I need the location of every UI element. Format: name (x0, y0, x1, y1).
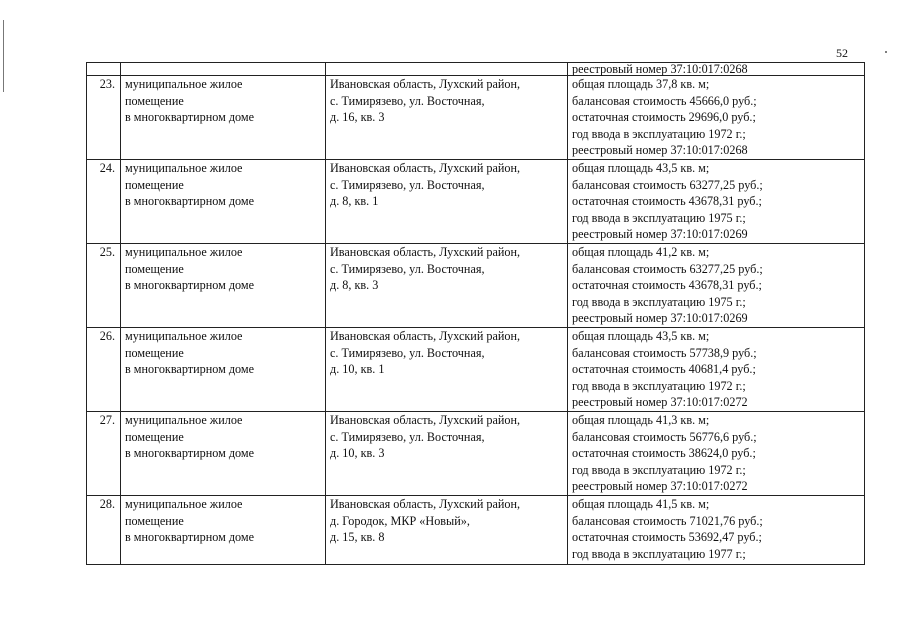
row-number: 28. (87, 496, 121, 565)
cell-address (326, 63, 568, 76)
row-number: 23. (87, 76, 121, 160)
row-number: 24. (87, 160, 121, 244)
row-characteristics: общая площадь 41,2 кв. м; балансовая стоимость 63277,25 руб.; остаточная стоимость 43678,31 руб.; год ввода в эксплуатацию 1975 г.; реестровый номер 37:10:017:0269 (568, 244, 865, 328)
cell-name (121, 63, 326, 76)
scan-speck (885, 51, 887, 53)
table-row (87, 496, 865, 565)
row-characteristics: общая площадь 41,3 кв. м; балансовая стоимость 56776,6 руб.; остаточная стоимость 38624,0 руб.; год ввода в эксплуатацию 1972 г.; реестровый номер 37:10:017:0272 (568, 412, 865, 496)
row-name: муниципальное жилое помещение в многоквартирном доме (121, 328, 326, 412)
row-number: 27. (87, 412, 121, 496)
row-address: Ивановская область, Лухский район, с. Тимирязево, ул. Восточная, д. 8, кв. 1 (326, 160, 568, 244)
row-characteristics: общая площадь 43,5 кв. м; балансовая стоимость 63277,25 руб.; остаточная стоимость 43678,31 руб.; год ввода в эксплуатацию 1975 г.; реестровый номер 37:10:017:0269 (568, 160, 865, 244)
table-row (87, 412, 865, 496)
table-row (87, 160, 865, 244)
row-name: муниципальное жилое помещение в многоквартирном доме (121, 412, 326, 496)
row-address: Ивановская область, Лухский район, с. Тимирязево, ул. Восточная, д. 8, кв. 3 (326, 244, 568, 328)
row-characteristics: общая площадь 37,8 кв. м; балансовая стоимость 45666,0 руб.; остаточная стоимость 29696,0 руб.; год ввода в эксплуатацию 1972 г.; реестровый номер 37:10:017:0268 (568, 76, 865, 160)
row-name: муниципальное жилое помещение в многоквартирном доме (121, 244, 326, 328)
row-number: 26. (87, 328, 121, 412)
table-row (87, 244, 865, 328)
table-row (87, 76, 865, 160)
continuation-row (87, 63, 865, 76)
row-name: муниципальное жилое помещение в многоквартирном доме (121, 76, 326, 160)
row-characteristics: общая площадь 43,5 кв. м; балансовая стоимость 57738,9 руб.; остаточная стоимость 40681,4 руб.; год ввода в эксплуатацию 1972 г.; реестровый номер 37:10:017:0272 (568, 328, 865, 412)
property-registry-table (86, 62, 865, 565)
cell-number (87, 63, 121, 76)
row-address: Ивановская область, Лухский район, с. Тимирязево, ул. Восточная, д. 10, кв. 1 (326, 328, 568, 412)
table-row (87, 328, 865, 412)
row-address: Ивановская область, Лухский район, с. Тимирязево, ул. Восточная, д. 10, кв. 3 (326, 412, 568, 496)
row-address: Ивановская область, Лухский район, с. Тимирязево, ул. Восточная, д. 16, кв. 3 (326, 76, 568, 160)
page-number: 52 (836, 46, 848, 60)
row-name: муниципальное жилое помещение в многоквартирном доме (121, 160, 326, 244)
row-number: 25. (87, 244, 121, 328)
row-address: Ивановская область, Лухский район, д. Городок, МКР «Новый», д. 15, кв. 8 (326, 496, 568, 565)
row-name: муниципальное жилое помещение в многоквартирном доме (121, 496, 326, 565)
cell-characteristics: реестровый номер 37:10:017:0268 (568, 63, 865, 76)
row-characteristics: общая площадь 41,5 кв. м; балансовая стоимость 71021,76 руб.; остаточная стоимость 53692,47 руб.; год ввода в эксплуатацию 1977 г.; (568, 496, 865, 565)
scan-edge-mark (3, 20, 4, 92)
